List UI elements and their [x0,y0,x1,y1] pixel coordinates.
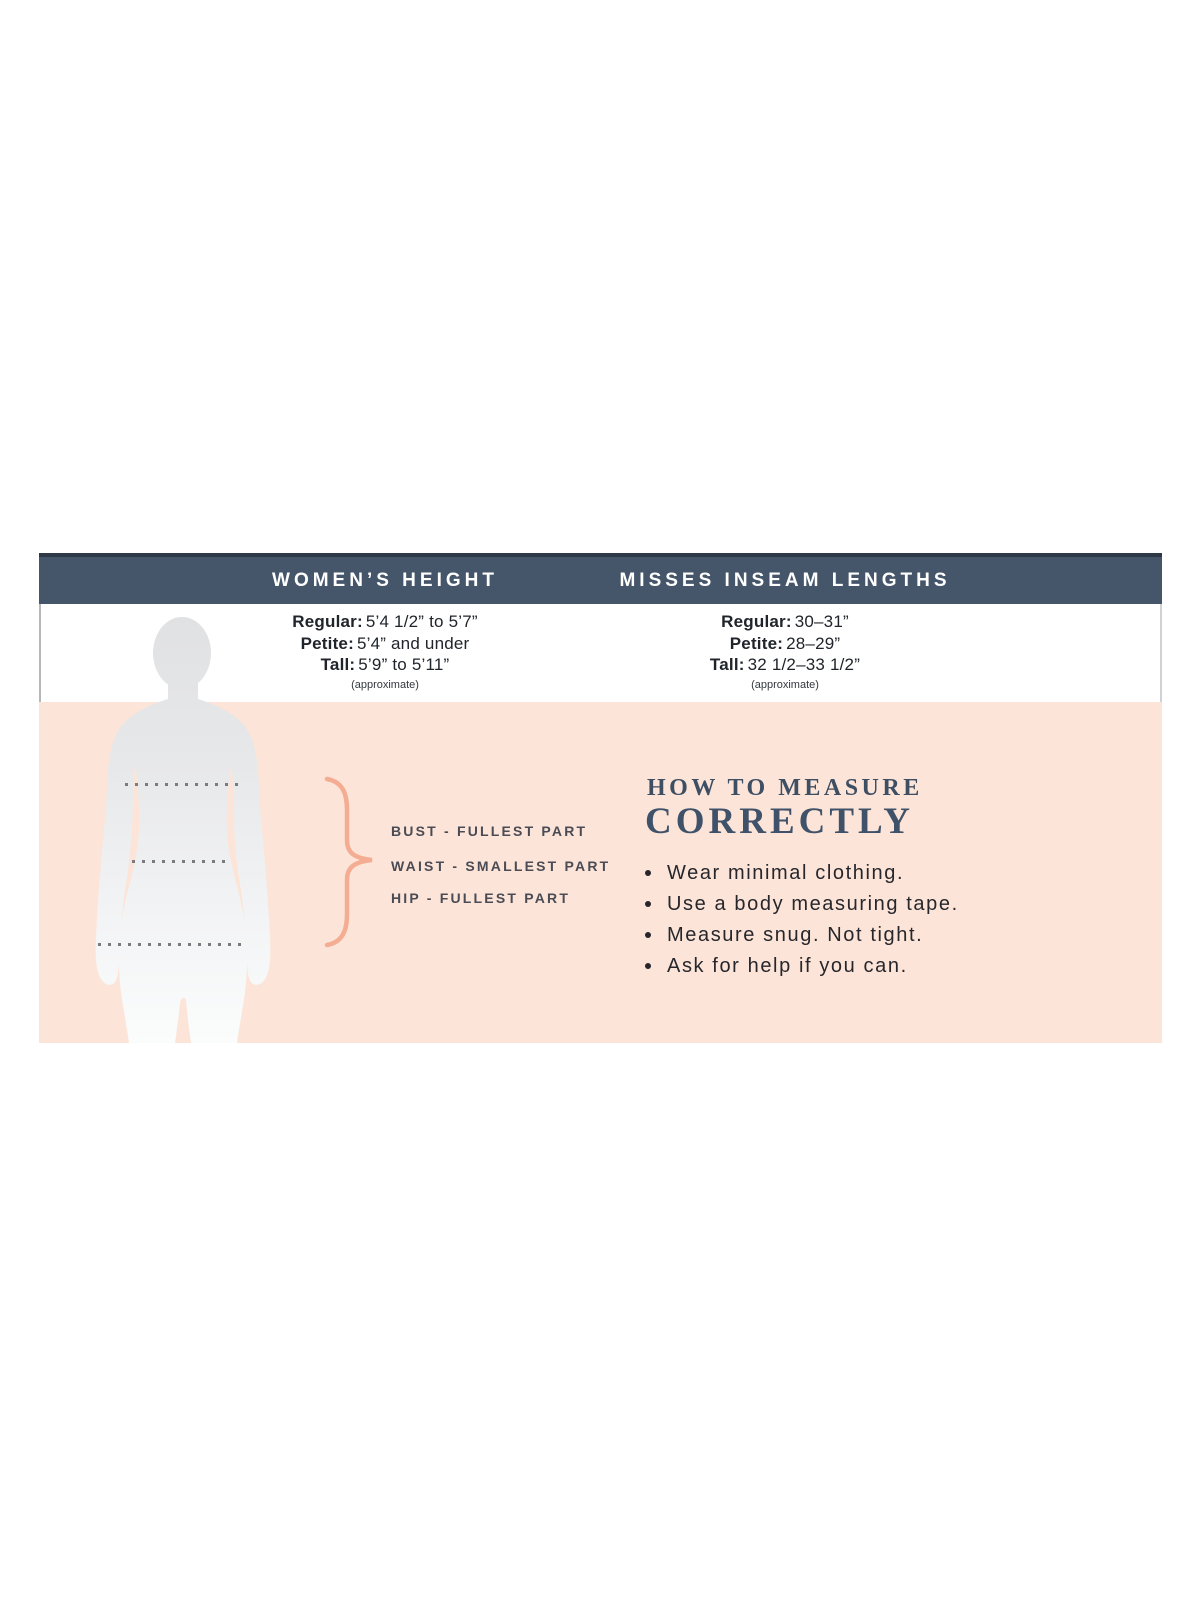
tip-item [643,920,959,951]
measure-label-hip: HIP - FULLEST PART [391,890,571,906]
column-header-womens-height: WOMEN’S HEIGHT [272,570,498,591]
inseam-row-tall [545,654,1025,676]
hip-measure-dotted-line [98,943,248,946]
measure-label-waist: WAIST - SMALLEST PART [391,858,611,874]
row-value: 28–29” [786,633,841,653]
approximate-note: (approximate) [351,678,419,691]
row-label: Petite: [729,633,784,653]
tip-item [643,889,959,920]
row-label: Regular: [721,612,792,631]
bust-measure-dotted-line [125,783,238,786]
inseam-row-petite [545,633,1025,655]
how-to-measure-title: HOW TO MEASURE [647,775,923,801]
tip-text: Measure snug. Not tight. [667,924,924,946]
row-value: 32 1/2–33 1/2” [747,655,861,674]
tip-text: Wear minimal clothing. [667,862,905,884]
row-label: Tall: [709,655,745,674]
column-header-misses-inseam: MISSES INSEAM LENGTHS [619,570,951,591]
how-to-measure-subtitle: CORRECTLY [645,801,915,842]
approximate-note: (approximate) [751,678,819,691]
header-bar [39,553,1162,604]
row-label: Regular: [292,612,363,631]
tip-item [643,951,959,982]
row-value: 5’4” and under [356,633,470,653]
tip-item [643,858,959,889]
row-label: Tall: [320,655,356,674]
tip-text: Use a body measuring tape. [667,893,959,915]
row-label: Petite: [300,633,354,653]
curly-brace-icon [322,775,378,949]
misses-inseam-values [545,611,1025,692]
female-body-silhouette-icon [85,615,285,1043]
tip-text: Ask for help if you can. [667,955,908,977]
size-guide-infographic [39,553,1162,1043]
how-to-measure-tips [643,858,959,982]
row-value: 5’9” to 5’11” [358,655,450,674]
row-value: 30–31” [794,612,849,631]
row-value: 5’4 1/2” to 5’7” [365,612,478,631]
inseam-row-regular [545,611,1025,633]
measure-label-bust: BUST - FULLEST PART [391,823,588,839]
waist-measure-dotted-line [132,860,230,863]
